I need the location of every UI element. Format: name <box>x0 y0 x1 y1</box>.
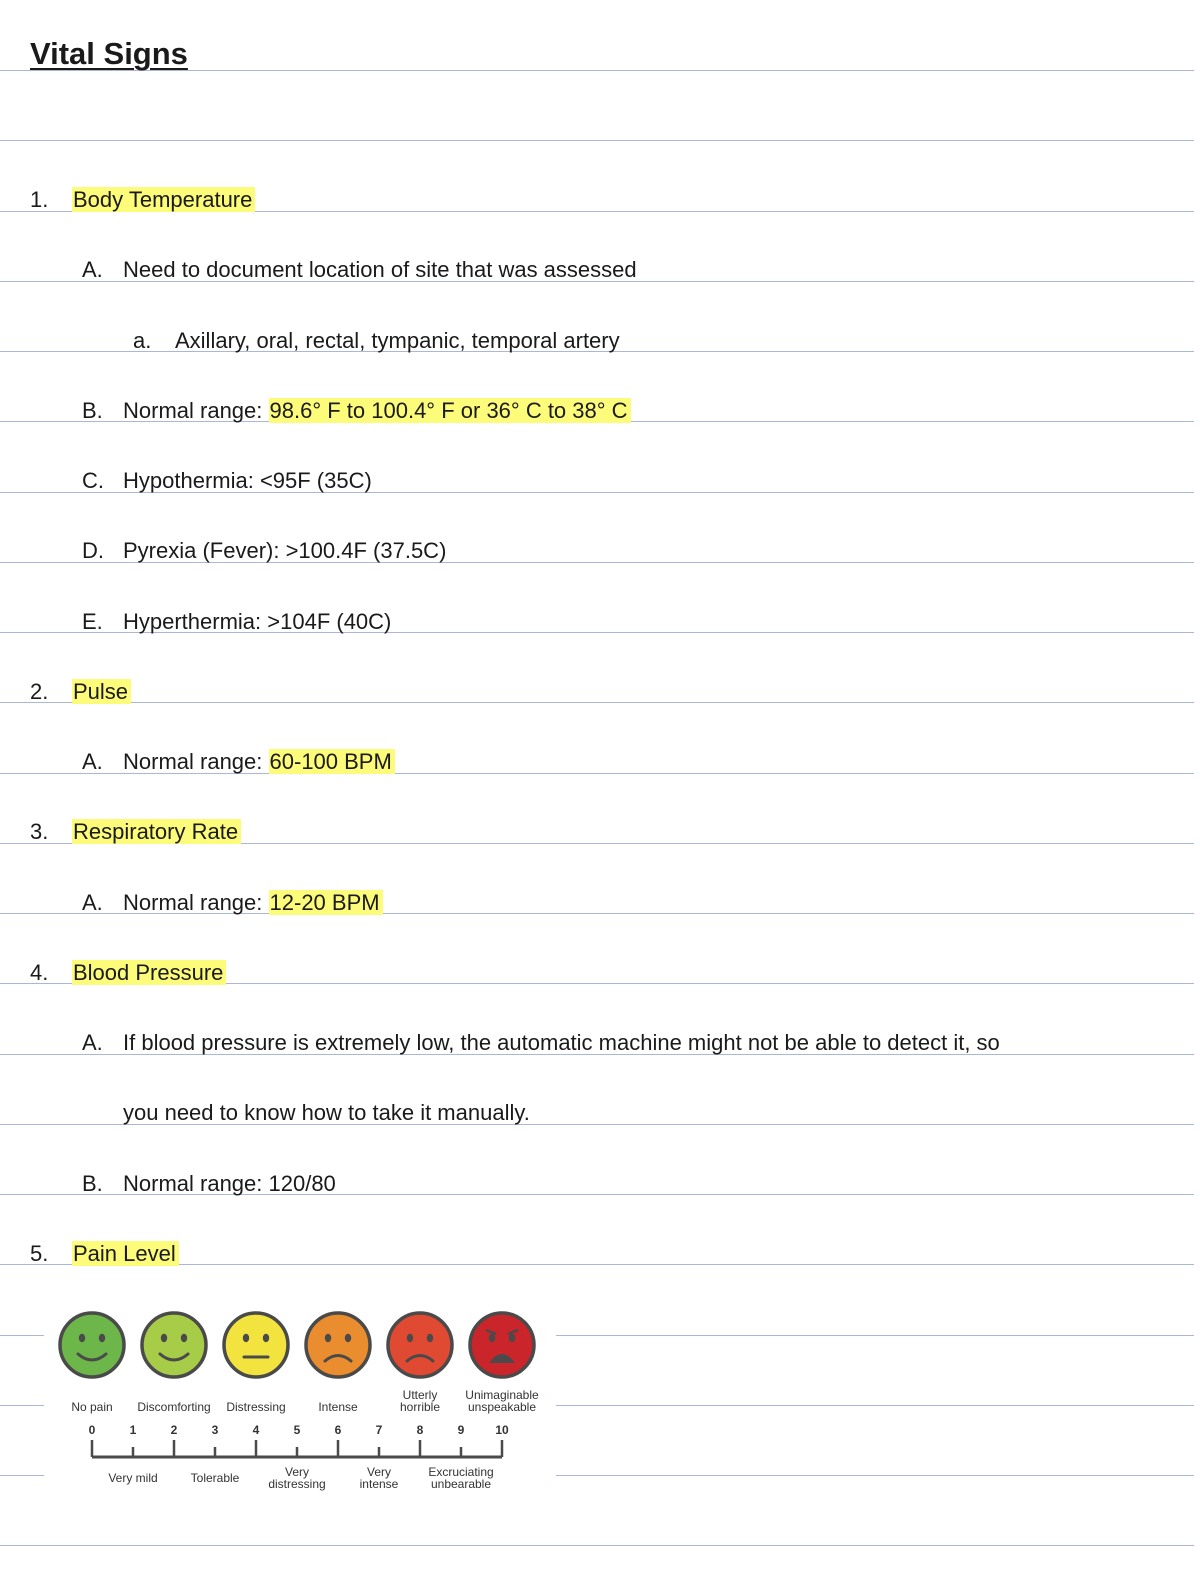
highlighted-text: Pain Level <box>72 1241 179 1266</box>
line-text <box>72 185 255 215</box>
line-text <box>123 888 383 918</box>
item-text: you need to know how to take it manually. <box>123 1100 530 1126</box>
no-pain-face <box>60 1313 124 1377</box>
bottom-label: unbearable <box>430 1477 492 1491</box>
highlighted-text: 60-100 BPM <box>269 749 395 774</box>
bottom-label: Very mild <box>108 1471 158 1485</box>
line-text <box>72 1239 179 1269</box>
item-text: Normal range: <box>123 397 269 423</box>
top-label: Distressing <box>226 1400 286 1414</box>
ruled-line <box>0 1264 1194 1265</box>
scale-number: 1 <box>129 1423 137 1437</box>
list-marker: B. <box>82 1170 103 1196</box>
left-eye <box>79 1334 85 1342</box>
list-marker: A. <box>82 1030 103 1055</box>
list-marker: C. <box>82 468 104 493</box>
left-eye <box>407 1334 413 1342</box>
item-text: If blood pressure is extremely low, the automatic machine might not be able to detect it, so <box>123 1030 1000 1055</box>
highlighted-text: Body Temperature <box>72 187 255 212</box>
list-marker: A. <box>82 889 103 915</box>
top-label: Discomforting <box>137 1400 211 1414</box>
top-label: horrible <box>399 1400 441 1414</box>
unimaginable-face <box>470 1313 534 1377</box>
line-text <box>72 958 226 988</box>
item-text: Need to document location of site that was assessed <box>123 257 637 283</box>
list-marker: 1. <box>30 187 49 212</box>
distressing-face <box>224 1313 288 1377</box>
list-marker: E. <box>82 608 103 634</box>
highlighted-text: Pulse <box>72 679 131 704</box>
scale-number: 9 <box>457 1423 465 1437</box>
ruled-line <box>0 1405 44 1406</box>
ruled-line <box>0 140 1194 141</box>
list-marker: 3. <box>30 819 49 845</box>
right-eye <box>181 1334 187 1342</box>
item-text: Axillary, oral, rectal, tympanic, temporal artery <box>175 327 620 353</box>
discomforting-face <box>142 1313 206 1377</box>
item-text: Normal range: 120/80 <box>123 1170 336 1196</box>
bottom-label: Tolerable <box>190 1471 240 1485</box>
line-text <box>123 1169 336 1199</box>
right-eye <box>509 1334 515 1342</box>
highlighted-text: 98.6° F to 100.4° F or 36° C to 38° C <box>269 398 631 423</box>
scale-number: 0 <box>88 1423 96 1437</box>
bottom-label: Excruciating <box>428 1465 494 1479</box>
line-text <box>175 326 620 356</box>
scale-number: 8 <box>416 1423 424 1437</box>
utterly-horrible-face <box>388 1313 452 1377</box>
line-text <box>123 1098 530 1128</box>
bottom-label: Very <box>284 1465 310 1479</box>
line-text <box>72 817 241 847</box>
list-marker: 4. <box>30 959 49 985</box>
ruled-line <box>0 1475 44 1476</box>
left-eye <box>325 1334 331 1342</box>
highlighted-text: 12-20 BPM <box>269 890 383 915</box>
ruled-line <box>0 1545 1194 1546</box>
item-text: Normal range: <box>123 889 269 915</box>
left-eye <box>243 1334 249 1342</box>
item-text: Normal range: <box>123 749 269 774</box>
line-text <box>123 255 637 285</box>
scale-number: 4 <box>252 1423 260 1437</box>
item-text: Hyperthermia: >104F (40C) <box>123 608 392 634</box>
bottom-label: intense <box>359 1477 399 1491</box>
line-text <box>123 747 395 777</box>
bottom-label: distressing <box>268 1477 326 1491</box>
top-label: Unimaginable <box>465 1388 539 1402</box>
right-eye <box>427 1334 433 1342</box>
scale-number: 5 <box>293 1423 301 1437</box>
top-label: Intense <box>318 1400 358 1414</box>
intense-face <box>306 1313 370 1377</box>
highlighted-text: Blood Pressure <box>72 960 226 985</box>
ruled-line <box>0 702 1194 703</box>
ruled-line <box>556 1335 1194 1336</box>
list-marker: A. <box>82 257 103 283</box>
top-label: unspeakable <box>467 1400 537 1414</box>
right-eye <box>345 1334 351 1342</box>
list-marker: B. <box>82 397 103 423</box>
list-marker: A. <box>82 749 103 774</box>
list-marker: a. <box>133 327 152 353</box>
bottom-label: Very <box>366 1465 392 1479</box>
ruled-line <box>556 1475 1194 1476</box>
scale-number: 2 <box>170 1423 178 1437</box>
line-text <box>123 1028 1000 1058</box>
top-label: No pain <box>71 1400 113 1414</box>
right-eye <box>99 1334 105 1342</box>
left-eye <box>161 1334 167 1342</box>
scale-number: 6 <box>334 1423 342 1437</box>
ruled-line <box>556 1405 1194 1406</box>
line-text <box>123 466 372 496</box>
scale-number: 3 <box>211 1423 219 1437</box>
right-eye <box>263 1334 269 1342</box>
ruled-line <box>0 1335 44 1336</box>
top-label: Utterly <box>402 1388 438 1402</box>
line-text <box>123 536 446 566</box>
line-text <box>123 607 391 637</box>
left-eye <box>489 1334 495 1342</box>
list-marker: 5. <box>30 1240 49 1266</box>
list-marker: D. <box>82 538 104 564</box>
scale-number: 10 <box>495 1423 509 1437</box>
item-text: Pyrexia (Fever): >100.4F (37.5C) <box>123 538 447 564</box>
item-text: Hypothermia: <95F (35C) <box>123 468 372 493</box>
highlighted-text: Respiratory Rate <box>72 819 241 844</box>
page-title: Vital Signs <box>30 36 188 71</box>
pain-scale-chart <box>45 1300 555 1500</box>
scale-number: 7 <box>375 1423 383 1437</box>
line-text <box>123 396 631 426</box>
line-text <box>72 677 131 707</box>
list-marker: 2. <box>30 678 49 704</box>
